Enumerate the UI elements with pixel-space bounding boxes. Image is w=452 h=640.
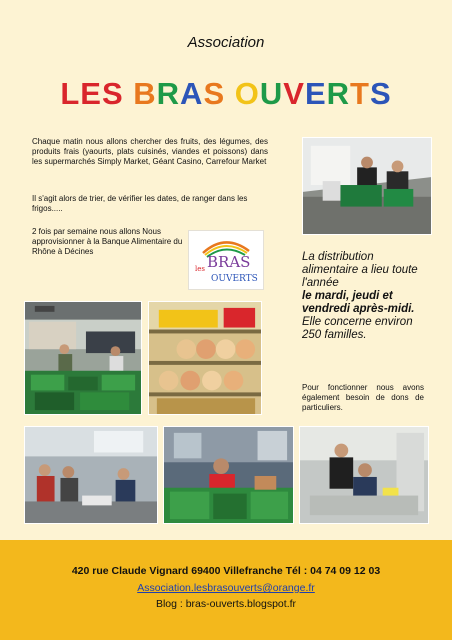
brand-letter: U — [259, 76, 284, 111]
intro-paragraph-3: 2 fois par semaine nous allons Nous approvisionner à la Banque Alimentaire du Rhône à Décines — [32, 227, 183, 256]
brand-letter: A — [180, 76, 204, 111]
footer-address: 420 rue Claude Vignard 69400 Villefranche Tél : 04 74 09 12 03 — [71, 565, 381, 577]
brand-letter: S — [369, 76, 392, 111]
funding-note: Pour fonctionner nous avons également besoin de dons de particuliers. — [302, 383, 424, 412]
logo-ouverts-text: OUVERTS — [211, 274, 258, 284]
distribution-line-1: La distribution alimentaire a lieu toute l'année — [302, 251, 418, 289]
photo-volunteer-crates — [163, 426, 294, 524]
brand-letter: S — [101, 76, 124, 111]
brand-letter: E — [304, 76, 327, 111]
intro-paragraph-1: Chaque matin nous allons chercher des fruits, des légumes, des produits frais (yaourts, plats cuisinés, viandes et poissons) dans les supermarchés Simply Market, Géant Casino, Carrefour Market — [32, 137, 268, 166]
photo-kitchen-volunteers — [299, 426, 429, 524]
logo-bras-text: BRAS — [207, 253, 251, 271]
brand-letter — [124, 74, 134, 114]
brand-letter: R — [156, 76, 181, 111]
brand-letter — [225, 74, 235, 114]
photo-distribution-counter — [24, 426, 158, 524]
intro-paragraph-2: Il s'agit alors de trier, de vérifier les dates, de ranger dans les frigos..... — [32, 194, 248, 213]
distribution-info — [302, 251, 432, 342]
photo-outdoor-sorting — [24, 301, 142, 415]
brand-letter: L — [60, 76, 81, 111]
brand-letter: R — [326, 76, 351, 111]
brand-letter: B — [133, 76, 157, 111]
brand-letter: O — [234, 76, 260, 111]
footer-email-link[interactable]: Association.lesbrasouverts@orange.fr — [137, 582, 315, 594]
distribution-days: le mardi, jeudi et vendredi après-midi. — [302, 290, 415, 315]
photo-food-shelves — [148, 301, 262, 415]
brand-title — [0, 74, 452, 114]
brand-letter: S — [203, 76, 226, 111]
association-logo — [188, 230, 264, 290]
photo-unloading-crates — [302, 137, 432, 235]
brand-letter: E — [80, 76, 102, 111]
association-label: Association — [187, 34, 265, 51]
distribution-families: Elle concerne environ 250 familles. — [302, 316, 413, 341]
footer-blog: Blog : bras-ouverts.blogspot.fr — [155, 598, 297, 610]
brand-letter: V — [283, 76, 305, 111]
brand-letter: T — [350, 76, 370, 111]
logo-les-text: les — [195, 265, 205, 273]
